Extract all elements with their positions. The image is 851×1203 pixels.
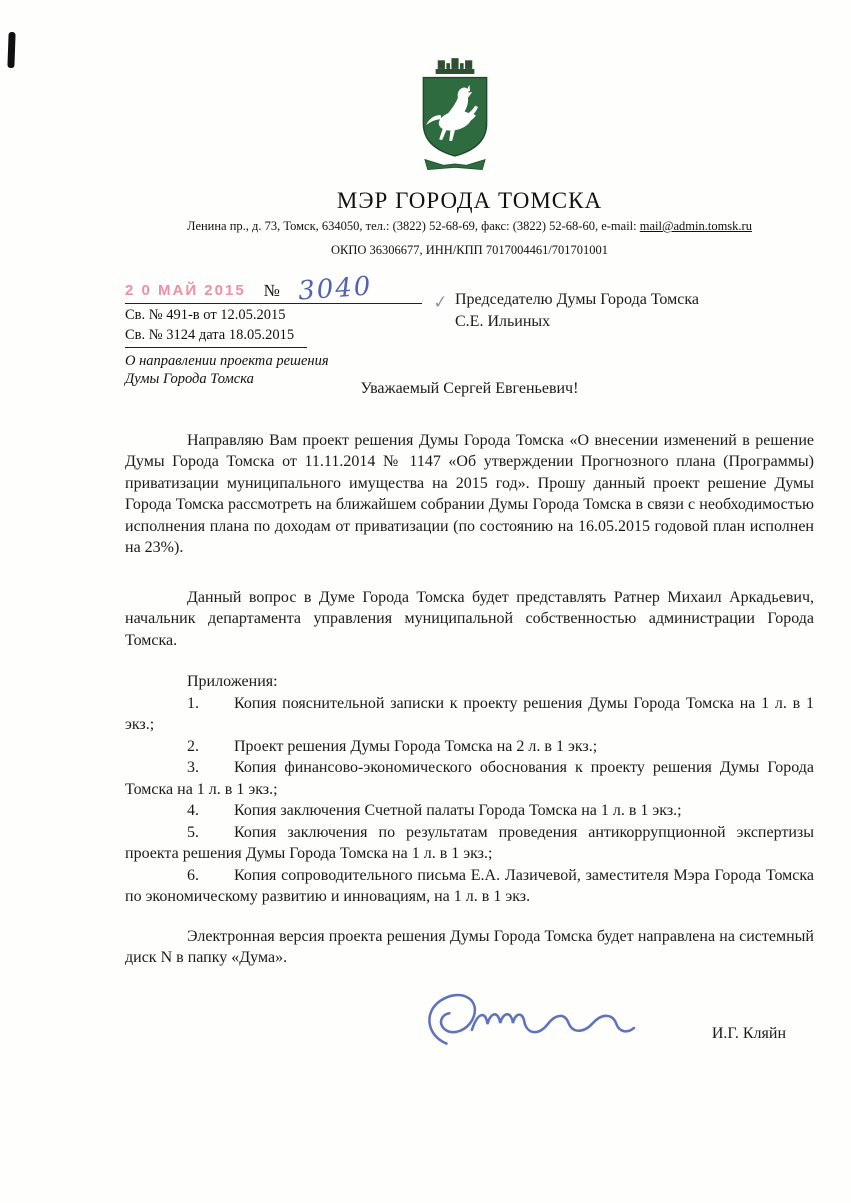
- handwritten-number: 3040: [297, 271, 374, 307]
- attachment-number: 5.: [187, 823, 199, 841]
- recipient-title: Председателю Думы Города Томска: [455, 291, 699, 308]
- paragraph-2: Данный вопрос в Думе Города Томска будет представлять Ратнер Михаил Аркадьевич, начальник департамента управления муниципальной собственностью администрации Города Томска.: [125, 588, 814, 649]
- attachment-item: [125, 757, 814, 800]
- attachment-number: 3.: [187, 759, 199, 776]
- shield-icon: [423, 78, 486, 156]
- attachment-text: Копия сопроводительного письма Е.А. Лазичевой, заместителя Мэра Города Томска по экономическому развитию и инновациям, на 1 л. в 1 экз.: [125, 866, 814, 905]
- date-stamp: 2 0 МАЙ 2015: [125, 282, 246, 299]
- salutation: Уважаемый Сергей Евгеньевич!: [360, 380, 579, 397]
- attachment-item: [125, 822, 814, 865]
- attachment-text: Копия заключения Счетной палаты Города Томска на 1 л. в 1 экз.;: [234, 802, 682, 819]
- attachment-item: [125, 800, 814, 822]
- attachment-text: Проект решения Думы Города Томска на 2 л. в 1 экз.;: [234, 737, 598, 755]
- attachment-item: [125, 865, 814, 908]
- paragraph-1: Направляю Вам проект решения Думы Города Томска «О внесении изменений в решение Думы Города Томска от 11.11.2014 № 1147 «Об утверждении Прогнозного плана (Программы) приватизации муниципального имущества на 2015 год». Прошу данный проект решение Думы Города Томска рассмотреть на ближайшем собрании Думы Города Томска в связи с необходимостью исполнения плана по доходам от приватизации (по состоянию на 16.05.2015 годовой план исполнен на 23%).: [125, 431, 814, 556]
- attachment-item: [125, 736, 814, 758]
- org-email-link[interactable]: mail@admin.tomsk.ru: [639, 219, 752, 233]
- attachment-text: Копия финансово-экономического обоснования к проекту решения Думы Города Томска на 1 л. в 1 экз.;: [125, 759, 814, 798]
- subject-line-1: О направлении проекта решения: [125, 353, 329, 369]
- letterhead: [125, 188, 814, 258]
- attachments-title: Приложения:: [187, 673, 278, 690]
- recipient-name: С.Е. Ильиных: [455, 313, 551, 330]
- subject-line-2: Думы Города Томска: [125, 370, 254, 387]
- attachment-text: Копия заключения по результатам проведения антикоррупционной экспертизы проекта решения Думы Города Томска на 1 л. в 1 экз.;: [125, 823, 814, 862]
- letter-body: [125, 378, 814, 1078]
- attachment-number: 4.: [187, 802, 199, 819]
- attachment-item: [125, 693, 814, 736]
- tomsk-coat-of-arms: [419, 56, 491, 171]
- attachment-number: 1.: [187, 694, 199, 712]
- attachment-number: 6.: [187, 866, 199, 884]
- scan-artifact-mark: [7, 32, 15, 68]
- date-number-row: [125, 271, 422, 307]
- coat-of-arms-icon: [419, 56, 491, 171]
- number-label: №: [263, 281, 280, 300]
- paragraph-3: Электронная версия проекта решения Думы Города Томска будет направлена на системный диск N в папку «Дума».: [125, 927, 814, 966]
- signature-row: [125, 983, 814, 1078]
- org-codes: ОКПО 36306677, ИНН/КПП 7017004461/701701001: [330, 243, 609, 257]
- recipient-block: [455, 289, 699, 333]
- handwritten-signature-icon: [417, 983, 642, 1066]
- reference-line-2: Св. № 3124 дата 18.05.2015: [125, 327, 307, 348]
- ribbon-icon: [425, 160, 485, 170]
- org-title: МЭР ГОРОДА ТОМСКА: [336, 188, 603, 213]
- letter-meta-block: [125, 271, 422, 388]
- pencil-check-mark: ✓: [431, 291, 450, 314]
- attachment-text: Копия пояснительной записки к проекту решения Думы Города Томска на 1 л. в 1 экз.;: [125, 694, 814, 733]
- reference-line-1: Св. № 491-в от 12.05.2015: [125, 307, 286, 323]
- attachment-number: 2.: [187, 737, 199, 755]
- org-address: [125, 219, 814, 234]
- org-address-text: Ленина пр., д. 73, Томск, 634050, тел.: (3822) 52-68-69, факс: (3822) 52-68-60, e-mail:: [187, 219, 640, 233]
- crown-icon: [436, 58, 475, 74]
- signer-name: И.Г. Кляйн: [711, 1024, 786, 1042]
